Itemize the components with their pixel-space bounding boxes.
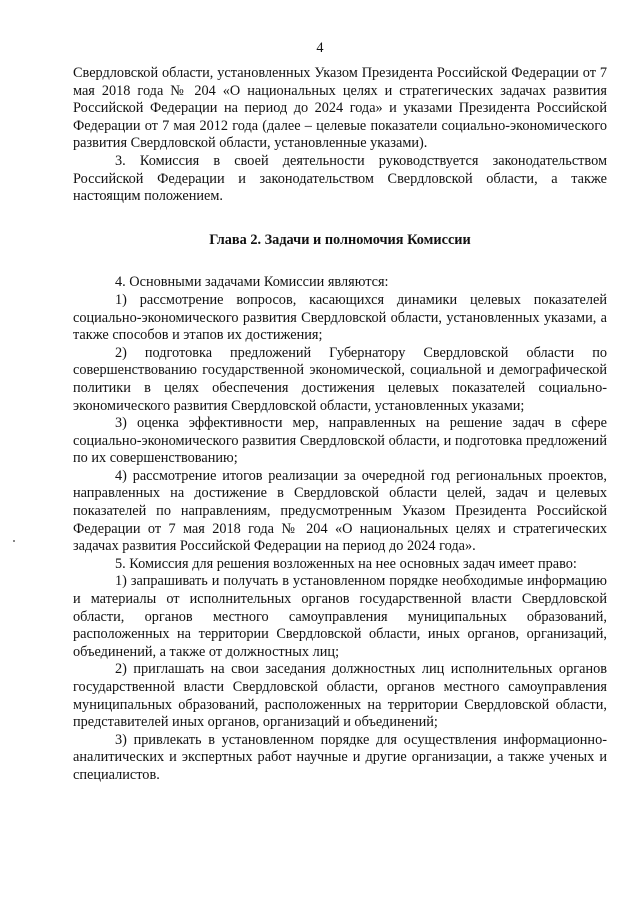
paragraph-item-3: 3. Комиссия в своей деятельности руководствуется законодательством Российской Федерации и законодательством Свердловской области, а также настоящим положением. [73,152,607,205]
subitem-5-1: 1) запрашивать и получать в установленном порядке необходимые информацию и материалы от исполнительных органов государственной власти Свердловской области, органов местного самоуправления муниципальных образований, расположенных на территории Свердловской области, иных органов, организаций, объединений, а также от должностных лиц; [73,573,607,660]
subitem-4-4: 4) рассмотрение итогов реализации за очередной год региональных проектов, направленных на достижение в Свердловской области целей, задач и целевых показателей по направлениям, предусмотренным Указом Президента Российской Федерации от 7 мая 2018 года № 204 «О национальных целях и стратегических задачах развития Российской Федерации на период до 2024 года». [73,467,607,555]
subitem-4-1: 1) рассмотрение вопросов, касающихся динамики целевых показателей социально-экономического развития Свердловской области, установленных указами, а также способов и этапов их достижения; [73,291,607,344]
paragraph-continuation: Свердловской области, установленных Указом Президента Российской Федерации от 7 мая 2018 года № 204 «О национальных целях и стратегических задачах развития Российской Федерации на период до 2024 года» и указами Президента Российской Федерации от 7 мая 2012 года (далее – целевые показатели социально-экономического развития Свердловской области, установленные указами). [73,65,607,152]
subitem-5-3: 3) привлекать в установленном порядке для осуществления информационно-аналитических и экспертных работ научные и другие организации, а также ученых и специалистов. [73,731,607,783]
page-number: 4 [316,40,324,56]
subitem-4-2: 2) подготовка предложений Губернатору Свердловской области по совершенствованию государственной экономической, социальной и демографической политики в целях обеспечения достижения целевых показателей социально-экономического развития Свердловской области, установленных указами; [73,344,607,414]
subitem-5-2: 2) приглашать на свои заседания должностных лиц исполнительных органов государственной власти Свердловской области, органов местного самоуправления муниципальных образований, расположенных на территории Свердловской области, представителей иных органов, организаций и объединений; [73,661,607,731]
paragraph-item-5: 5. Комиссия для решения возложенных на нее основных задач имеет право: [115,555,577,572]
paragraph-item-4: 4. Основными задачами Комиссии являются: [115,274,389,291]
document-body [73,65,607,785]
subitem-4-3: 3) оценка эффективности мер, направленных на решение задач в сфере социально-экономического развития Свердловской области, и подготовка предложений по их совершенствованию; [73,415,607,467]
chapter-heading: Глава 2. Задачи и полномочия Комиссии [209,231,471,248]
margin-mark [13,540,15,542]
